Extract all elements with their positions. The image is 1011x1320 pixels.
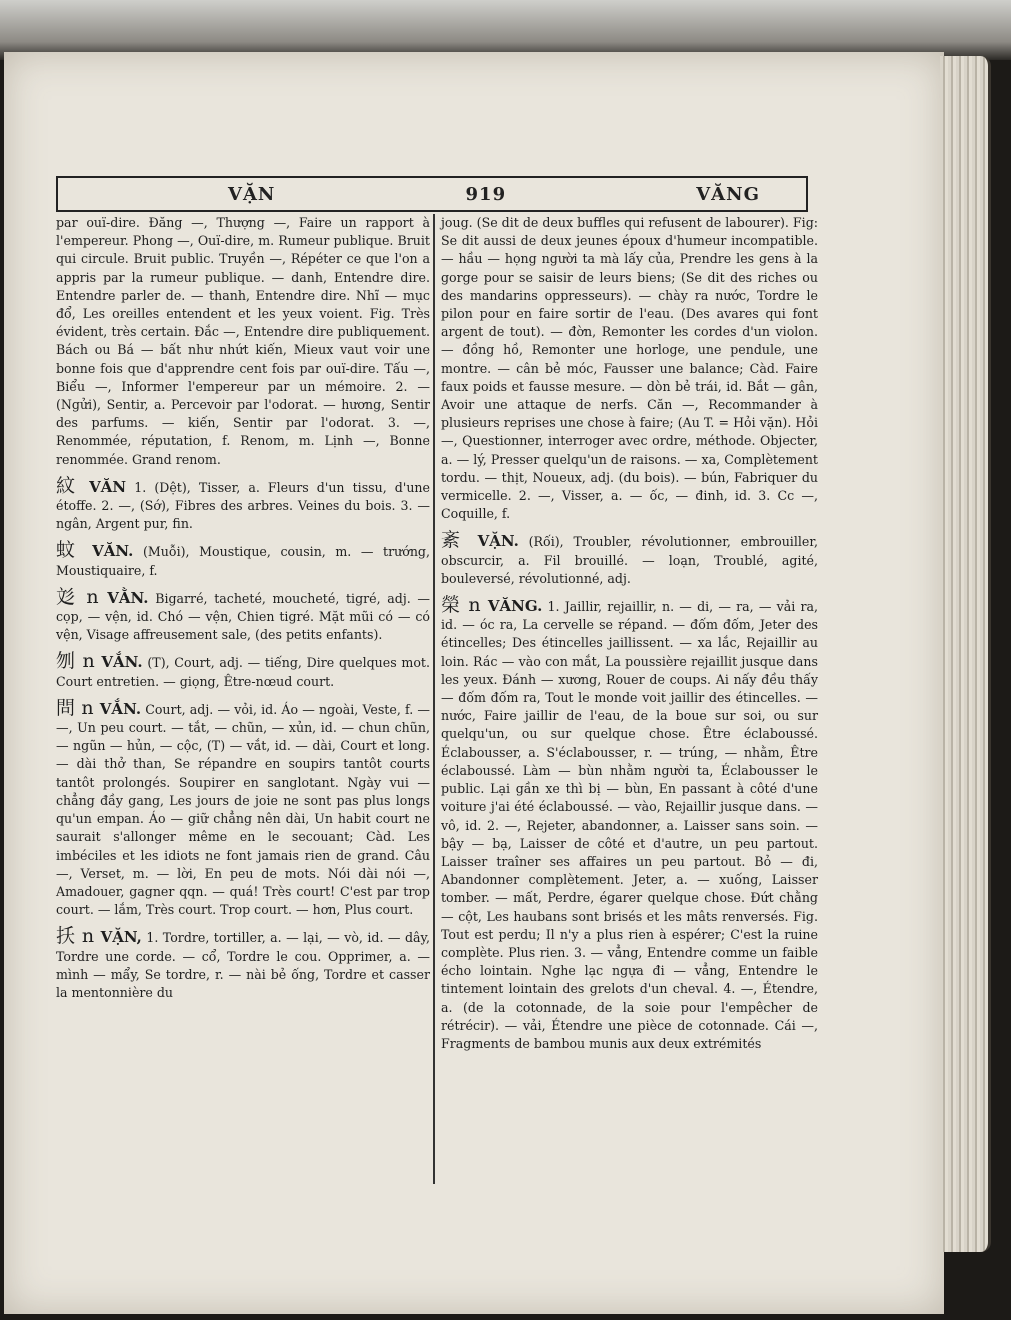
header-right-guide-word: VĂNG xyxy=(696,183,760,205)
dictionary-entry xyxy=(441,214,818,523)
entry-text: 1. Tordre, tortiller, a. — lại, — vò, id. — dây, Tordre une corde. — cổ, Tordre le cou. Opprimer, a. — mình — mẩy, Se tordre, r. — nài bẻ ống, Tordre et casser la mentonnière du xyxy=(56,930,430,1000)
dictionary-entry xyxy=(56,696,430,919)
dictionary-entry xyxy=(441,596,818,1053)
chinese-character: 彣 n xyxy=(56,585,99,608)
headword: VẶN. xyxy=(477,532,519,551)
chinese-character: 刎 n xyxy=(56,650,95,673)
book-top-edge xyxy=(0,0,1011,60)
page-number: 919 xyxy=(465,183,507,205)
dictionary-entry xyxy=(56,652,430,690)
entry-text: (T), Court, adj. — tiếng, Dire quelques mot. Court entretien. — giọng, Être-nœud court. xyxy=(56,655,430,689)
entry-text: (Muỗi), Moustique, cousin, m. — trướng, Moustiquaire, f. xyxy=(56,544,430,578)
entry-text: 1. (Dệt), Tisser, a. Fleurs d'un tissu, d'une étoffe. 2. —, (Sớ), Fibres des arbres. Veines du bois. 3. — ngân, Argent pur, fin. xyxy=(56,479,430,532)
headword: VĂNG. xyxy=(487,597,543,616)
header-left-guide-word: VẶN xyxy=(228,183,276,205)
dictionary-entry xyxy=(56,927,430,1002)
entry-text: par ouï-dire. Đăng —, Thượng —, Faire un rapport à l'empereur. Phong —, Ouï-dire, m. Rumeur publique. Bruit qui circule. Bruit public. Truyền —, Répéter ce que l'on a appris par la rumeur publique. — danh, Entendre dire. Entendre parler de. — thanh, Entendre dire. Nhĩ — mục đổ, Les oreilles entendent et les yeux voient. Fig. Très évident, très certain. Đắc —, Entendre dire publiquement. Bách ou Bá — bất như nhứt kiến, Mieux vaut voir une bonne fois que d'apprendre cent fois par ouï-dire. Tấu —, Biểu —, Informer l'empereur par un mémoire. 2. — (Ngửi), Sentir, a. Percevoir par l'odorat. — hương, Sentir des parfums. — kiến, Sentir par l'odorat. 3. —, Renommée, réputation, f. Renom, m. Lịnh —, Bonne renommée. Grand renom. xyxy=(56,215,430,467)
chinese-character: 紊 xyxy=(441,529,466,552)
headword: VẮN. xyxy=(101,653,143,672)
dictionary-entry xyxy=(441,531,818,588)
chinese-character: 問 n xyxy=(56,696,94,719)
left-column xyxy=(56,214,430,1008)
chinese-character: 榮 n xyxy=(441,594,481,617)
chinese-character: 蚊 xyxy=(56,539,81,562)
running-header xyxy=(56,176,808,212)
dictionary-entry xyxy=(56,541,430,579)
right-column xyxy=(441,214,818,1059)
headword: VĂN. xyxy=(92,542,134,561)
dictionary-entry xyxy=(56,214,430,469)
headword: VĂN xyxy=(89,477,127,496)
entry-text: Bigarré, tacheté, moucheté, tigré, adj. — cọp, — vện, id. Chó — vện, Chien tigré. Mặt mũi có — có vện, Visage affreusement sale, (des petits enfants). xyxy=(56,590,430,643)
entry-text: joug. (Se dit de deux buffles qui refusent de labourer). Fig: Se dit aussi de deux jeunes époux d'humeur incompatible. — hầu — họng người ta mà lấy của, Prendre les gens à la gorge pour se saisir de leurs biens; (Se dit des riches ou des mandarins oppresseurs). — chày ra nước, Tordre le pilon pour en faire sortir de l'eau. (Des avares qui font argent de tout). — đờn, Remonter les cordes d'un violon. — đồng hồ, Remonter une horloge, une pendule, une montre. — cân bẻ móc, Fausser une balance; Càd. Faire faux poids et fausse mesure. — dòn bẻ trái, id. Bắt — gân, Avoir une attaque de nerfs. Căn —, Recommander à plusieurs reprises une chose à faire; (Au T. = Hỏi vặn). Hỏi —, Questionner, interroger avec ordre, méthode. Objecter, a. — lý, Presser quelqu'un de raisons. — xa, Complètement tordu. — thịt, Noueux, adj. (du bois). — bún, Fabriquer du vermicelle. 2. —, Visser, a. — ốc, — đinh, id. 3. Cc —, Coquille, f. xyxy=(441,215,818,522)
entry-text: (Rối), Troubler, révolutionner, embrouiller, obscurcir, a. Fil brouillé. — loạn, Troublé, agité, bouleversé, révolutionné, adj. xyxy=(441,534,818,586)
headword: VẶN, xyxy=(100,928,142,947)
chinese-character: 扷 n xyxy=(56,925,95,948)
entry-text: 1. Jaillir, rejaillir, n. — di, — ra, — vải ra, id. — óc ra, La cervelle se répand. — đốm đốm, Jeter des étincelles; Des étincelles jaillissent. — xa lắc, Rejaillir au loin. Rác — vào con mắt, La poussière rejaillit jusque dans les yeux. Đánh — xương, Rouer de coups. Ai nấy đều thấy — đốm đốm ra, Tout le monde voit jaillir des étincelles. — nước, Faire jaillir de l'eau, de la boue sur soi, ou sur quelqu'un, ou sur quelque chose. Être éclaboussé. Éclabousser, a. S'éclabousser, r. — trúng, — nhằm, Être éclaboussé. Làm — bùn nhằm người ta, Éclabousser le public. Lại gần xe thì bị — bùn, En passant à côté d'une voiture j'ai été éclaboussé. — vào, Rejaillir jusque dans. — vô, id. 2. —, Rejeter, abandonner, a. Laisser sans soin. — bậy — bạ, Laisser de côté et d'autre, un peu partout. Laisser traîner ses affaires un peu partout. Bỏ — đi, Abandonner complètement. Jeter, a. — xuống, Laisser tomber. — mất, Perdre, égarer quelque chose. Đứt chằng — cột, Les haubans sont brisés et les mâts renversés. Fig. Tout est perdu; Il n'y a plus rien à espérer; C'est la ruine complète. Plus rien. 3. — vẳng, Entendre comme un faible écho lointain. Nghe lạc ngựa đi — vẳng, Entendre le tintement lointain des grelots d'un cheval. 4. —, Étendre, a. (de la cotonnade, de la soie pour l'empêcher de rétrécir). — vải, Étendre une pièce de cotonnade. Cái —, Fragments de bambou munis aux deux extrémités xyxy=(441,599,818,1051)
dictionary-entry xyxy=(56,585,430,645)
page-stack-edges xyxy=(940,56,991,1252)
chinese-character: 紋 xyxy=(56,474,80,497)
entry-text: Court, adj. — vỏi, id. Áo — ngoài, Veste, f. — —, Un peu court. — tắt, — chũn, — xủn, id. — chun chũn, — ngũn — hủn, — cộc, (T) — vắt, id. — dài, Court et long. — dài thở than, Se répandre en soupirs tantôt courts tantôt prolongés. Soupirer en sanglotant. Ngày vui — chẳng đầy gang, Les jours de joie ne sont pas plus longs qu'un empan. Áo — giữ chẳng nên dài, Un habit court ne saurait s'allonger même en le secouant; Càd. Les imbéciles et les idiots ne font jamais rien de grand. Câu —, Verset, m. — lời, En peu de mots. Nói dài nói —, Amadouer, gagner qqn. — quá! Très court! C'est par trop court. — lắm, Très court. Trop court. — hơn, Plus court. xyxy=(56,701,430,918)
dictionary-entry xyxy=(56,474,430,534)
headword: VẮN. xyxy=(99,699,142,718)
column-divider xyxy=(433,214,435,1184)
headword: VẰN. xyxy=(107,588,149,607)
